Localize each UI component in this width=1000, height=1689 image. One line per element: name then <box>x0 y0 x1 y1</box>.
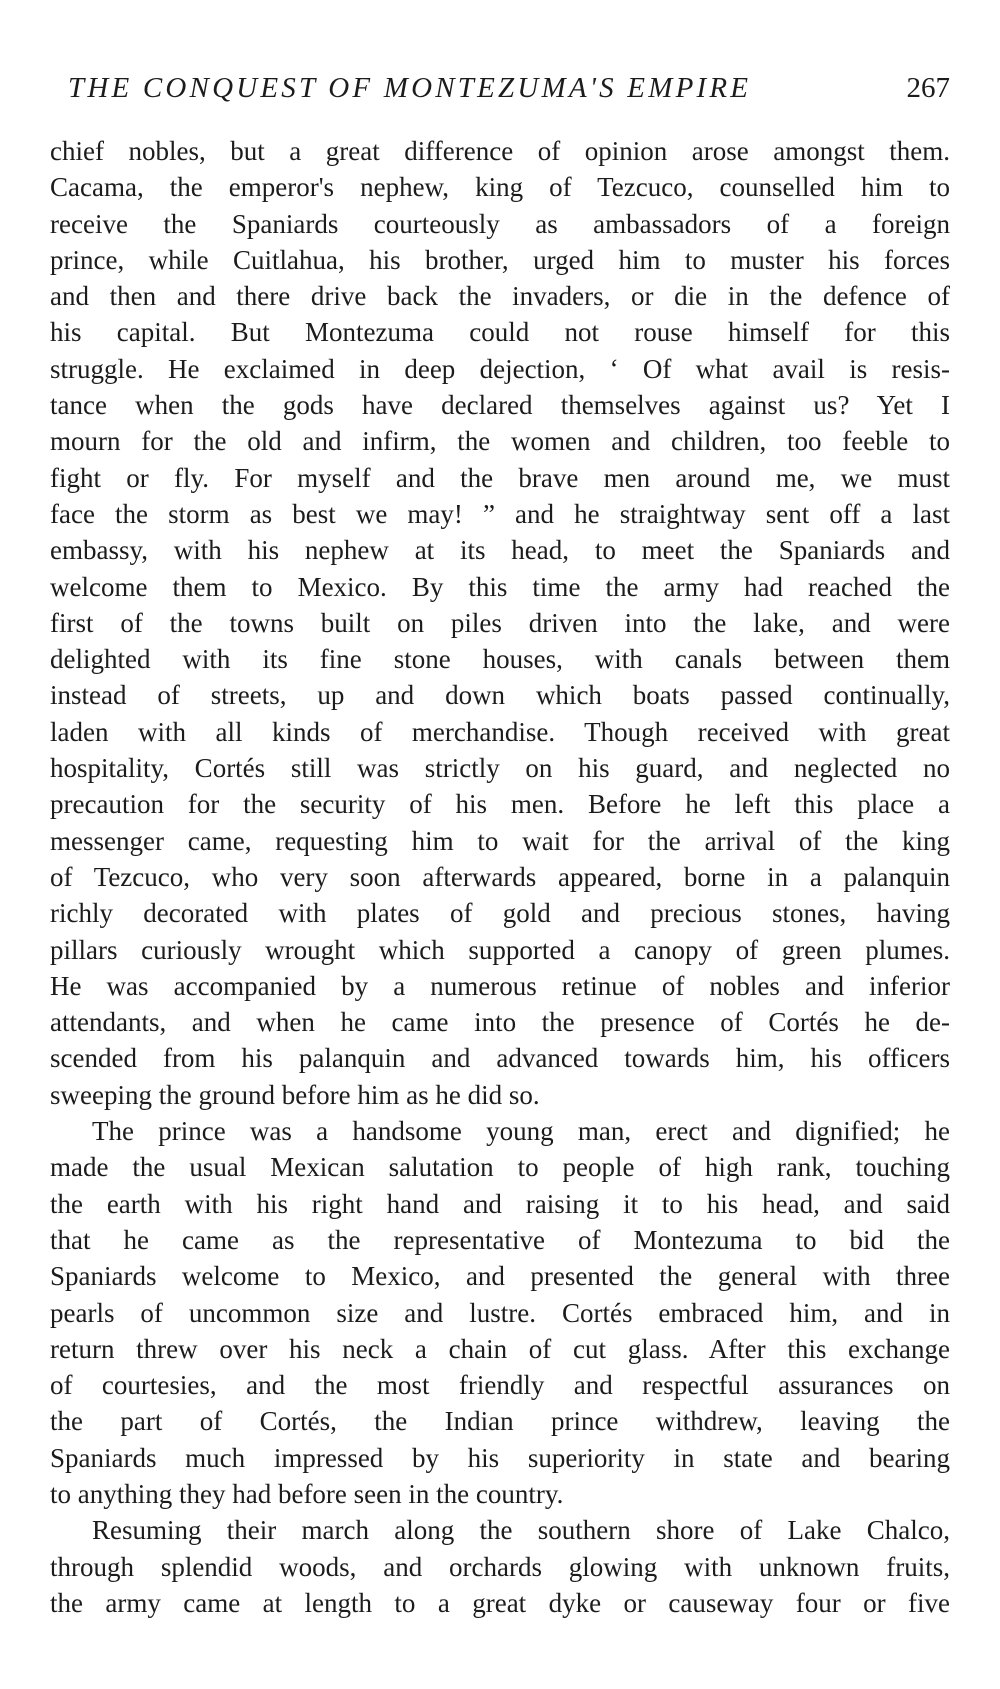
book-page <box>50 0 950 1689</box>
page-number: 267 <box>906 72 950 104</box>
text-line: welcome them to Mexico. By this time the army had reached the <box>50 571 950 602</box>
text-line: made the usual Mexican salutation to people of high rank, touching <box>50 1152 950 1183</box>
text-line: richly decorated with plates of gold and precious stones, having <box>50 898 950 929</box>
text-line: pillars curiously wrought which supported a canopy of green plumes. <box>50 934 950 965</box>
text-line: of Tezcuco, who very soon afterwards appeared, borne in a palanquin <box>50 861 950 892</box>
text-line: struggle. He exclaimed in deep dejection, ‘ Of what avail is resis- <box>50 353 950 384</box>
text-line: receive the Spaniards courteously as ambassadors of a foreign <box>50 208 950 239</box>
text-line: face the storm as best we may! ” and he straightway sent off a last <box>50 498 950 529</box>
text-line: tance when the gods have declared themselves against us? Yet I <box>50 390 950 421</box>
text-line: the earth with his right hand and raising it to his head, and said <box>50 1188 950 1219</box>
text-line: to anything they had before seen in the country. <box>50 1478 564 1509</box>
paragraph-2 <box>50 1113 950 1512</box>
text-line: precaution for the security of his men. Before he left this place a <box>50 789 950 820</box>
running-head <box>50 72 950 112</box>
text-line: prince, while Cuitlahua, his brother, urged him to muster his forces <box>50 244 950 275</box>
text-line: Spaniards much impressed by his superiority in state and bearing <box>50 1442 950 1473</box>
text-line: sweeping the ground before him as he did so. <box>50 1079 540 1110</box>
text-line: the army came at length to a great dyke or causeway four or five <box>50 1587 950 1618</box>
body-text <box>50 133 950 1621</box>
text-line: through splendid woods, and orchards glowing with unknown fruits, <box>50 1551 950 1582</box>
paragraph-1 <box>50 133 950 1113</box>
text-line: mourn for the old and infirm, the women and children, too feeble to <box>50 426 950 457</box>
text-line: laden with all kinds of merchandise. Though received with great <box>50 716 950 747</box>
text-line: embassy, with his nephew at its head, to meet the Spaniards and <box>50 535 950 566</box>
text-line: scended from his palanquin and advanced towards him, his officers <box>50 1043 950 1074</box>
text-line: the part of Cortés, the Indian prince withdrew, leaving the <box>50 1406 950 1437</box>
running-title: THE CONQUEST OF MONTEZUMA'S EMPIRE <box>68 72 752 104</box>
text-line: hospitality, Cortés still was strictly on his guard, and neglected no <box>50 753 950 784</box>
text-line: instead of streets, up and down which boats passed continually, <box>50 680 950 711</box>
text-line: and then and there drive back the invaders, or die in the defence of <box>50 281 950 312</box>
text-line: delighted with its fine stone houses, with canals between them <box>50 644 950 675</box>
text-line: first of the towns built on piles driven into the lake, and were <box>50 607 950 638</box>
text-line: He was accompanied by a numerous retinue of nobles and inferior <box>50 970 950 1001</box>
text-line: Spaniards welcome to Mexico, and presented the general with three <box>50 1261 950 1292</box>
text-line: that he came as the representative of Montezuma to bid the <box>50 1224 950 1255</box>
text-line: return threw over his neck a chain of cut glass. After this exchange <box>50 1333 950 1364</box>
text-line: attendants, and when he came into the presence of Cortés he de- <box>50 1007 950 1038</box>
text-line: fight or fly. For myself and the brave men around me, we must <box>50 462 950 493</box>
text-line: Cacama, the emperor's nephew, king of Tezcuco, counselled him to <box>50 172 950 203</box>
text-line: messenger came, requesting him to wait for the arrival of the king <box>50 825 950 856</box>
text-line: Resuming their march along the southern shore of Lake Chalco, <box>92 1515 950 1546</box>
text-line: of courtesies, and the most friendly and respectful assurances on <box>50 1370 950 1401</box>
text-line: The prince was a handsome young man, erect and dignified; he <box>92 1116 950 1147</box>
text-line: pearls of uncommon size and lustre. Cortés embraced him, and in <box>50 1297 950 1328</box>
paragraph-3 <box>50 1512 950 1621</box>
text-line: chief nobles, but a great difference of opinion arose amongst them. <box>50 136 950 166</box>
text-line: his capital. But Montezuma could not rouse himself for this <box>50 317 950 348</box>
